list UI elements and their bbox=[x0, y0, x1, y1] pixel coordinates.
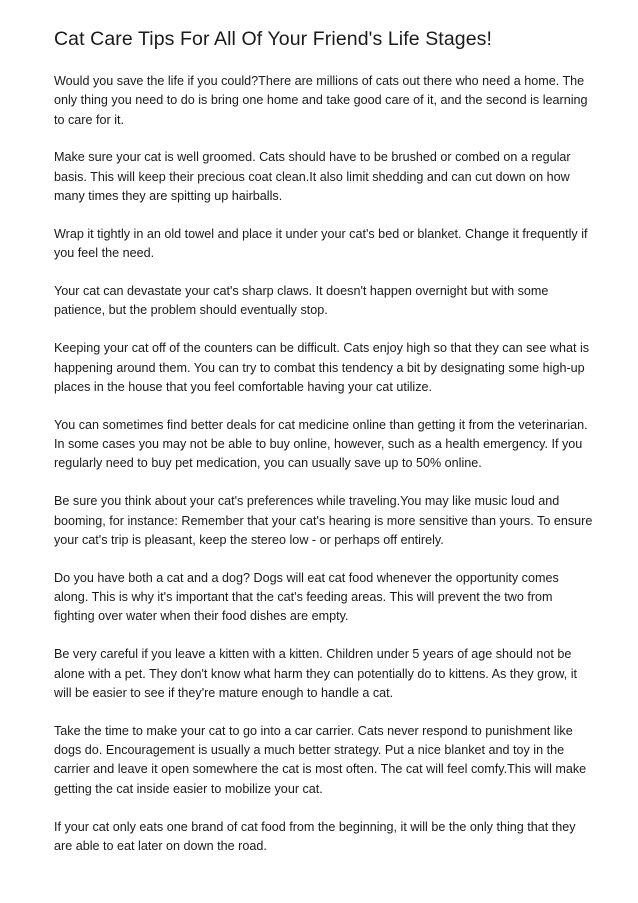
paragraph-11: If your cat only eats one brand of cat food from the beginning, it will be the only thing that they are able to eat later on down the road. bbox=[54, 819, 576, 853]
paragraph-2: Make sure your cat is well groomed. Cats should have to be brushed or combed on a regular basis. This will keep their precious coat clean.It also limit shedding and can cut down on how many times they are spitting up hairballs. bbox=[54, 150, 571, 204]
document-page bbox=[54, 26, 594, 875]
paragraph-3: Wrap it tightly in an old towel and place it under your cat's bed or blanket. Change it frequently if you feel the need. bbox=[54, 226, 588, 261]
paragraph-6: You can sometimes find better deals for cat medicine online than getting it from the veterinarian. In some cases you may not be able to buy online, however, such as a health emergency. If you regularly need to buy pet medication, you can usually save up to 50% online. bbox=[54, 417, 588, 471]
paragraph-10: Take the time to make your cat to go into a car carrier. Cats never respond to punishment like dogs do. Encouragement is usually a much better strategy. Put a nice blanket and toy in the carrier and leave it open somewhere the cat is most often. The cat will feel comfy.This will make getting the cat inside easier to mobilize your cat. bbox=[54, 723, 587, 796]
page-title: Cat Care Tips For All Of Your Friend's Life Stages! bbox=[54, 28, 493, 50]
paragraph-9: Be very careful if you leave a kitten with a kitten. Children under 5 years of age should not be alone with a pet. They don't know what harm they can potentially do to kittens. As they grow, it will be easier to see if they're mature enough to handle a cat. bbox=[54, 647, 578, 700]
paragraph-1: Would you save the life if you could?There are millions of cats out there who need a home. The only thing you need to do is bring one home and take good care of it, and the second is learning to care for it. bbox=[54, 74, 588, 127]
paragraph-5: Keeping your cat off of the counters can be difficult. Cats enjoy high so that they can see what is happening around them. You can try to combat this tendency a bit by designating some high-up places in the house that you feel comfortable having your cat utilize. bbox=[54, 341, 590, 394]
paragraph-8: Do you have both a cat and a dog? Dogs will eat cat food whenever the opportunity comes along. This is why it's important that the cat's feeding areas. This will prevent the two from fighting over water when their food dishes are empty. bbox=[54, 570, 559, 624]
paragraph-4: Your cat can devastate your cat's sharp claws. It doesn't happen overnight but with some patience, but the problem should eventually stop. bbox=[54, 284, 549, 318]
paragraph-7: Be sure you think about your cat's preferences while traveling.You may like music loud and booming, for instance: Remember that your cat's hearing is more sensitive than yours. To ensure your cat's trip is pleasant, keep the stereo low - or perhaps off entirely. bbox=[54, 494, 593, 547]
